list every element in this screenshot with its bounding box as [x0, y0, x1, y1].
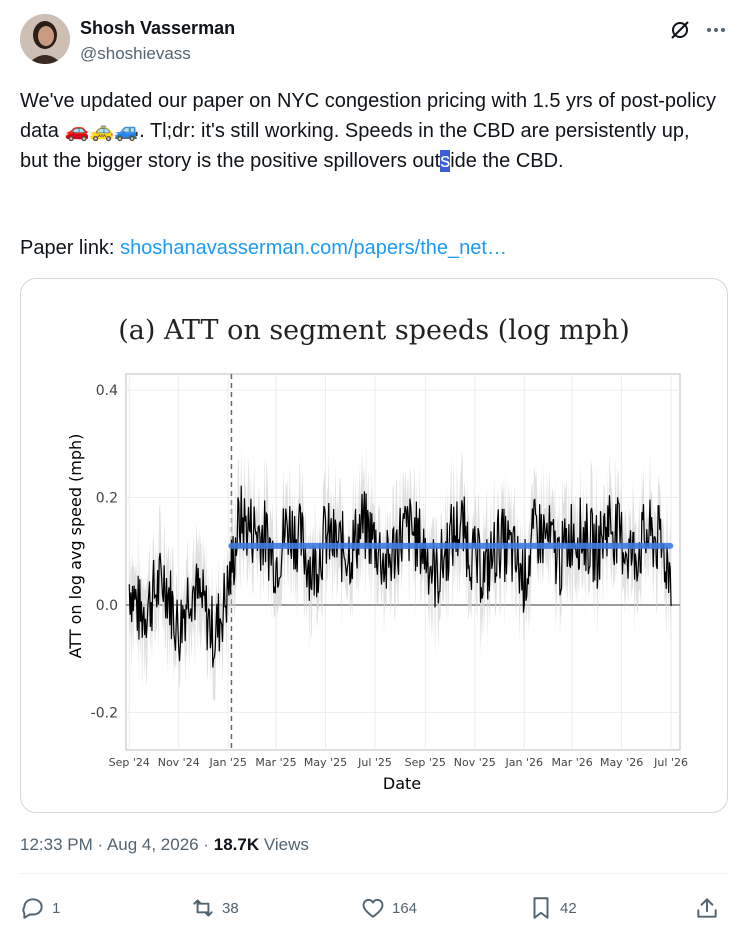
- heart-icon: [360, 895, 386, 921]
- x-tick-label: Sep '24: [108, 756, 150, 769]
- tweet-time[interactable]: 12:33 PM: [20, 835, 93, 854]
- y-tick-label: 0.0: [95, 597, 118, 614]
- grok-icon[interactable]: [668, 18, 692, 42]
- y-axis-label: ATT on log avg speed (mph): [66, 433, 85, 659]
- avatar[interactable]: [20, 14, 70, 64]
- bookmark-icon: [528, 895, 554, 921]
- repost-icon: [190, 895, 216, 921]
- y-tick-label: 0.4: [95, 383, 118, 400]
- reply-count: 1: [52, 899, 61, 917]
- tweet-text: [20, 86, 720, 176]
- tweet-meta: 12:33 PM · Aug 4, 2026 · 18.7K Views: [20, 835, 309, 854]
- x-axis-label: Date: [382, 774, 422, 793]
- views-label: Views: [263, 835, 309, 854]
- bookmark-button[interactable]: [528, 890, 577, 926]
- tweet-date[interactable]: Aug 4, 2026: [106, 835, 199, 854]
- bookmark-count: 42: [560, 899, 577, 917]
- media-card[interactable]: [20, 278, 728, 813]
- x-tick-label: Jan '26: [505, 756, 544, 769]
- tweet-text-main: We've updated our paper on NYC congestion pricing with 1.5 yrs of post-policy data 🚗🚕🚙. Tl;dr: it's still working. Speeds in the CBD are persistently up, but the bigger story is the positive spillovers out: [20, 90, 717, 172]
- reply-icon: [20, 895, 46, 921]
- x-tick-label: Jul '25: [358, 756, 392, 769]
- repost-count: 38: [222, 899, 239, 917]
- paper-link-label: Paper link:: [20, 237, 121, 259]
- tweet-text-end: ide the CBD.: [450, 150, 564, 172]
- x-tick-label: May '26: [599, 756, 644, 769]
- repost-button[interactable]: [190, 890, 239, 926]
- y-tick-label: 0.2: [95, 490, 118, 507]
- paper-link-line: [20, 233, 507, 263]
- share-button[interactable]: [694, 890, 720, 926]
- x-tick-label: Sep '25: [404, 756, 446, 769]
- like-button[interactable]: [360, 890, 417, 926]
- x-tick-label: Mar '26: [551, 756, 593, 769]
- tweet-header: [20, 14, 728, 70]
- x-tick-label: Jul '26: [654, 756, 688, 769]
- views-count: 18.7K: [213, 835, 260, 854]
- action-bar: [20, 890, 728, 930]
- y-tick-label: -0.2: [90, 705, 118, 722]
- x-tick-label: Jan '25: [209, 756, 247, 769]
- divider: [20, 873, 728, 874]
- author-handle[interactable]: @shoshievass: [80, 44, 191, 63]
- x-tick-label: Mar '25: [255, 756, 297, 769]
- x-tick-label: Nov '24: [157, 756, 200, 769]
- author-name[interactable]: Shosh Vasserman: [80, 18, 236, 38]
- x-tick-label: Nov '25: [453, 756, 496, 769]
- chart-title: (a) ATT on segment speeds (log mph): [118, 315, 630, 346]
- more-icon[interactable]: [704, 18, 728, 42]
- att-chart: [21, 279, 727, 812]
- selected-text: s: [440, 150, 451, 172]
- like-count: 164: [392, 899, 418, 917]
- share-icon: [694, 895, 720, 921]
- reply-button[interactable]: [20, 890, 60, 926]
- x-tick-label: May '25: [303, 756, 348, 769]
- paper-link[interactable]: shoshanavasserman.com/papers/the_net…: [120, 237, 507, 259]
